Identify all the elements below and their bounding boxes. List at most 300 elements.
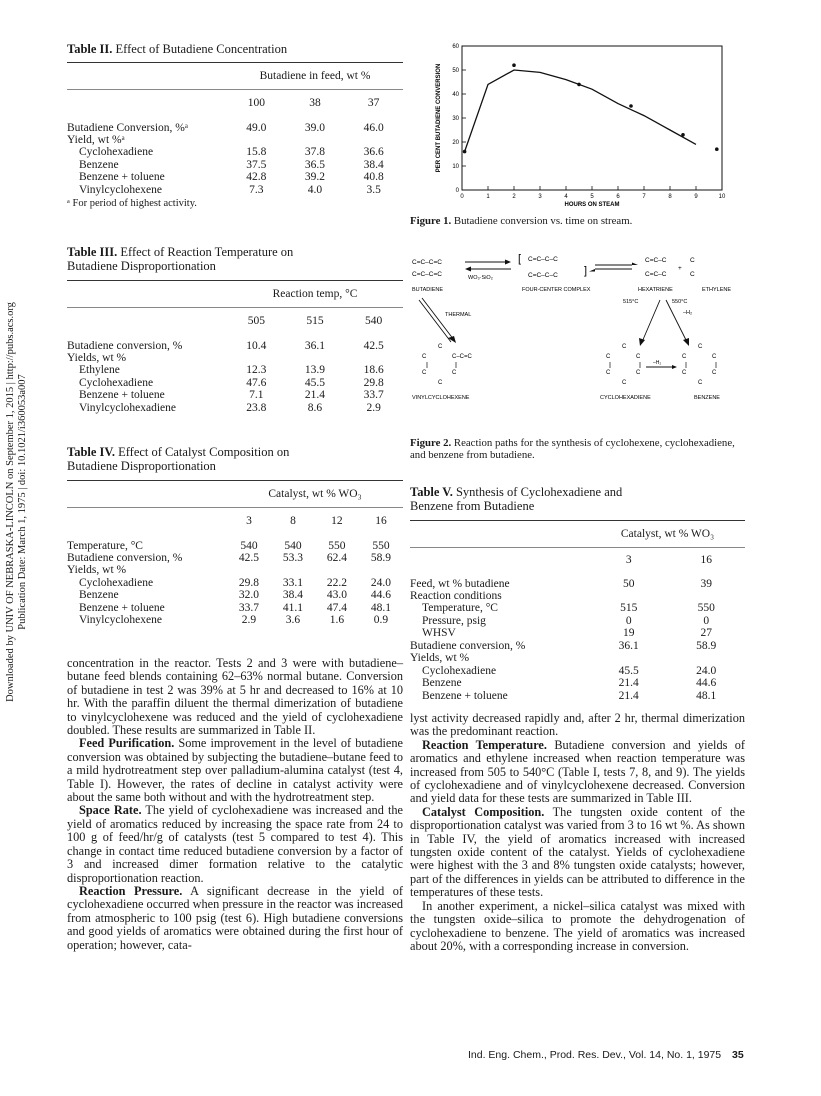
butadiene-formula: C=C–C=C xyxy=(412,259,442,266)
bracket-right-icon: ] xyxy=(584,265,588,277)
butadiene-formula: C=C–C=C xyxy=(412,271,442,278)
table-row xyxy=(67,614,403,627)
cell-value: 19 xyxy=(622,627,635,640)
cell-value: 48.1 xyxy=(696,689,717,702)
x-tick-label: 10 xyxy=(718,194,726,200)
cell-value xyxy=(271,564,315,577)
row-label: Reaction conditions xyxy=(410,589,502,602)
x-tick-label: 9 xyxy=(694,194,698,200)
table-row xyxy=(67,334,403,352)
table-row xyxy=(410,627,745,640)
label-515: 515°C xyxy=(623,299,639,305)
svg-text:C: C xyxy=(712,354,717,360)
chart-data-point xyxy=(512,63,516,67)
svg-text:C: C xyxy=(636,370,641,376)
row-label: Pressure, psig xyxy=(422,614,486,627)
table-2-col: 37 xyxy=(367,96,380,109)
table-2-col: 100 xyxy=(247,96,265,109)
benzene-ring xyxy=(682,344,717,386)
x-tick-label: 1 xyxy=(486,194,490,200)
table-row xyxy=(67,402,403,415)
table-row xyxy=(67,171,403,184)
table-row xyxy=(410,690,745,703)
cell-value: 37.5 xyxy=(246,158,267,171)
table-2-column-header-row xyxy=(67,90,403,116)
svg-text:C: C xyxy=(422,370,427,376)
chart-ticks xyxy=(452,44,726,200)
figure-1-caption xyxy=(410,215,745,227)
table-2 xyxy=(67,42,403,209)
cyclohexadiene-ring xyxy=(606,344,641,386)
row-label: WHSV xyxy=(422,627,456,640)
row-label: Butadiene conversion, % xyxy=(410,639,526,652)
cell-value: 48.1 xyxy=(370,601,392,614)
table-4-col: 16 xyxy=(375,514,387,527)
cell-value: 49.0 xyxy=(246,121,267,134)
cell-value: 36.1 xyxy=(618,639,639,652)
table-5-caption xyxy=(410,485,745,513)
section-heading: Feed Purification. xyxy=(79,736,175,751)
label-h2: –H₂ xyxy=(683,310,693,316)
cell-value: 58.9 xyxy=(370,551,392,564)
sidebar-text xyxy=(5,253,29,751)
x-tick-label: 2 xyxy=(512,194,516,200)
cell-value: 29.8 xyxy=(363,376,384,389)
cell-value xyxy=(667,652,745,665)
sidebar-line-1: Downloaded by UNIV OF NEBRASKA-LINCOLN on September 1, 2015 | http://pubs.acs.org xyxy=(5,302,16,702)
label-550: 550°C xyxy=(672,299,688,305)
table-3-caption xyxy=(67,245,403,273)
table-row xyxy=(410,652,745,665)
body-left-paragraph xyxy=(67,804,403,884)
cell-value: 550 xyxy=(372,539,390,552)
cell-value: 42.5 xyxy=(238,551,260,564)
table-5-grid xyxy=(410,520,745,702)
complex-formula: C=C–C–C xyxy=(528,272,558,279)
cell-value: 44.6 xyxy=(696,677,717,690)
cell-value: 42.8 xyxy=(246,171,267,184)
cell-value: 540 xyxy=(284,539,302,552)
cell-value xyxy=(359,564,403,577)
table-row xyxy=(67,184,403,197)
cell-value: 44.6 xyxy=(370,589,392,602)
table-row xyxy=(67,589,403,602)
cell-value xyxy=(286,134,345,147)
section-heading: Space Rate. xyxy=(79,803,142,818)
table-row xyxy=(410,615,745,628)
cell-value: 8.6 xyxy=(307,401,323,414)
y-tick-label: 0 xyxy=(455,188,459,194)
chart-x-axis-label: HOURS ON STEAM xyxy=(564,202,620,208)
body-left-paragraph xyxy=(67,737,403,804)
cell-value: 7.3 xyxy=(249,183,264,196)
svg-text:C: C xyxy=(682,354,687,360)
cell-value: 1.6 xyxy=(329,614,345,627)
table-2-group-header: Butadiene in feed, wt % xyxy=(259,70,371,82)
table-3-group-header: Reaction temp, °C xyxy=(272,288,358,300)
row-label: Cyclohexadiene xyxy=(79,146,154,159)
cell-value xyxy=(344,134,403,147)
paragraph-text: Some improvement in the level of butadiene conversion was obtained by subjecting the butadiene–butane feed to a mild hydrotreatment step over palladium-alumina catalyst (test 4, Table I). However, the rates of decline in catalyst activity were about the same both without and with the hydrotreatment step. xyxy=(67,736,403,805)
figure-2-scheme xyxy=(410,250,745,435)
table-5 xyxy=(410,485,745,702)
x-tick-label: 8 xyxy=(668,194,672,200)
table-row xyxy=(67,577,403,590)
table-2-col: 38 xyxy=(309,96,321,109)
cell-value: 47.4 xyxy=(326,601,347,614)
table-4-column-header-row xyxy=(67,508,403,534)
table-5-column-header-row xyxy=(410,548,745,572)
table-4-title: Effect of Catalyst Composition on xyxy=(118,445,290,459)
table-2-group-header-row xyxy=(67,63,403,90)
row-label: Benzene + toluene xyxy=(79,389,165,402)
chart-axes xyxy=(462,46,722,190)
table-3-grid xyxy=(67,280,403,414)
cell-value xyxy=(286,352,345,365)
row-label: Benzene + toluene xyxy=(79,601,165,614)
table-row xyxy=(67,116,403,134)
paragraph-text: The yield of cyclohexadiene was increased and the yield of aromatics reduced by increasing the space rate from 24 to 100 g of feed/hr/g of catalysts (test 5 compared to test 4). This change in contact time reduced butadiene conversion by a factor of 3 and increased dimer formation relative to the catalytic disproportionation reaction. xyxy=(67,803,403,885)
table-row xyxy=(410,677,745,690)
cell-value: 39.0 xyxy=(304,121,326,134)
table-row xyxy=(410,572,745,590)
chart-data-point xyxy=(463,150,467,154)
cell-value: 40.8 xyxy=(363,171,384,184)
row-label: Temperature, °C xyxy=(67,539,143,552)
chart-data-point xyxy=(715,147,719,151)
row-label: Yield, wt %ᵃ xyxy=(67,133,125,146)
body-right-paragraph: lyst activity decreased rapidly and, after 2 hr, thermal dimerization was the predominant reaction. xyxy=(410,711,745,739)
svg-text:C: C xyxy=(622,344,627,350)
label-h2-small: –H₂ xyxy=(653,360,662,366)
complex-formula: C=C–C–C xyxy=(528,256,558,263)
body-right-paragraph xyxy=(410,806,745,900)
svg-text:C: C xyxy=(682,370,687,376)
y-tick-label: 50 xyxy=(452,68,459,74)
label-vinylcyclohexene: VINYLCYCLOHEXENE xyxy=(412,395,470,401)
table-4-col: 3 xyxy=(246,514,252,527)
hexatriene-formula: C=C–C xyxy=(645,257,667,264)
figure-2-caption xyxy=(410,437,745,461)
table-row xyxy=(67,564,403,577)
journal-citation: Ind. Eng. Chem., Prod. Res. Dev., Vol. 14, No. 1, 1975 xyxy=(468,1049,722,1061)
table-row xyxy=(410,602,745,615)
row-label: Cyclohexadiene xyxy=(79,576,154,589)
vinylcyclohexene-ring xyxy=(422,344,473,386)
bracket-left-icon: [ xyxy=(518,253,522,265)
svg-text:C: C xyxy=(438,344,443,350)
svg-text:C: C xyxy=(698,380,703,386)
cell-value: 18.6 xyxy=(363,364,384,377)
chart-data-point xyxy=(681,133,685,137)
row-label: Yields, wt % xyxy=(410,652,470,665)
chart-y-axis-label: PER CENT BUTADIENE CONVERSION xyxy=(436,63,442,173)
label-complex: FOUR-CENTER COMPLEX xyxy=(522,287,591,293)
table-row xyxy=(67,364,403,377)
row-label: Cyclohexadiene xyxy=(79,376,154,389)
row-label: Cyclohexadiene xyxy=(422,664,497,677)
cell-value: 32.0 xyxy=(238,589,260,602)
cell-value: 33.1 xyxy=(282,576,304,589)
cell-value: 15.8 xyxy=(246,146,267,159)
y-tick-label: 20 xyxy=(452,140,459,146)
y-tick-label: 40 xyxy=(452,92,459,98)
figure-2-caption-text: Reaction paths for the synthesis of cyclohexene, cyclohexadiene, and benzene from butadiene. xyxy=(410,437,735,462)
cell-value: 38.4 xyxy=(363,158,384,171)
svg-text:C: C xyxy=(438,380,443,386)
table-row xyxy=(67,352,403,365)
svg-text:C: C xyxy=(622,380,627,386)
row-label: Ethylene xyxy=(79,364,120,377)
table-4-col: 12 xyxy=(331,514,343,527)
cell-value: 0.9 xyxy=(373,614,389,627)
body-left-paragraph xyxy=(67,885,403,952)
cell-value: 22.2 xyxy=(326,576,347,589)
cell-value: 0 xyxy=(703,614,710,627)
row-label: Vinylcyclohexene xyxy=(79,183,162,196)
cell-value xyxy=(227,352,286,365)
cell-value: 45.5 xyxy=(618,664,639,677)
row-label: Feed, wt % butadiene xyxy=(410,577,510,590)
table-4-group-header: Catalyst, wt % WO₃ xyxy=(268,488,362,500)
row-label: Butadiene conversion, % xyxy=(67,551,183,564)
table-3-column-header-row xyxy=(67,308,403,334)
table-row xyxy=(67,602,403,615)
cell-value: 2.9 xyxy=(366,401,381,414)
body-left xyxy=(67,657,403,952)
x-tick-label: 4 xyxy=(564,194,568,200)
cell-value xyxy=(590,652,667,665)
table-row xyxy=(67,159,403,172)
page-footer xyxy=(468,1049,744,1061)
table-row xyxy=(410,590,745,603)
chart-frame xyxy=(462,46,722,190)
table-5-group-header: Catalyst, wt % WO₃ xyxy=(620,528,715,540)
cell-value xyxy=(344,352,403,365)
table-4 xyxy=(67,445,403,627)
row-label: Benzene + toluene xyxy=(79,171,165,184)
svg-text:C–C=C: C–C=C xyxy=(452,354,472,360)
cell-value: 45.5 xyxy=(304,376,326,389)
row-label: Benzene xyxy=(422,677,462,690)
row-label: Vinylcyclohexadiene xyxy=(79,401,177,414)
figure-1-caption-text: Butadiene conversion vs. time on stream. xyxy=(453,215,633,227)
chart-series-line xyxy=(465,70,696,152)
label-ethylene: ETHYLENE xyxy=(702,287,732,293)
cell-value xyxy=(315,564,359,577)
svg-text:C: C xyxy=(712,370,717,376)
table-3-col: 515 xyxy=(306,314,324,327)
cell-value: 12.3 xyxy=(246,364,267,377)
cell-value: 24.0 xyxy=(696,664,717,677)
table-3-title: Effect of Reaction Temperature on xyxy=(120,245,294,259)
table-row xyxy=(410,665,745,678)
y-tick-label: 10 xyxy=(452,164,459,170)
x-tick-label: 3 xyxy=(538,194,542,200)
table-3 xyxy=(67,245,403,414)
cell-value: 39.2 xyxy=(304,171,326,184)
table-3-col: 505 xyxy=(247,314,265,327)
cell-value: 58.9 xyxy=(696,639,717,652)
cell-value: 36.5 xyxy=(304,158,326,171)
cell-value: 36.1 xyxy=(304,339,326,352)
cell-value: 33.7 xyxy=(363,389,384,402)
cell-value: 3.5 xyxy=(366,183,381,196)
row-label: Vinylcyclohexene xyxy=(79,614,162,627)
x-tick-label: 0 xyxy=(460,194,464,200)
table-5-col: 16 xyxy=(700,553,712,566)
svg-text:C: C xyxy=(606,370,611,376)
svg-text:C: C xyxy=(452,370,457,376)
row-label: Benzene xyxy=(79,589,119,602)
svg-text:C: C xyxy=(606,354,611,360)
catalyst-label: WO₃·SiO₂ xyxy=(468,275,493,281)
table-row xyxy=(67,134,403,147)
row-label: Benzene xyxy=(79,158,119,171)
row-label: Benzene + toluene xyxy=(422,689,508,702)
cell-value: 7.1 xyxy=(249,389,264,402)
table-2-label: Table II. xyxy=(67,42,113,56)
table-3-group-header-row xyxy=(67,281,403,308)
paragraph-text: A significant decrease in the yield of cyclohexadiene occurred when pressure in the reactor was increased from atmospheric to 100 psig (test 6). High butadiene conversions and good yields of aromatics were obtained during the first hour of operation; however, cata- xyxy=(67,883,403,952)
figure-1-chart xyxy=(410,38,745,228)
table-row xyxy=(410,640,745,653)
table-row xyxy=(67,552,403,565)
cell-value: 21.4 xyxy=(618,689,639,702)
section-heading: Catalyst Composition. xyxy=(422,804,545,819)
cell-value: 550 xyxy=(328,539,346,552)
table-2-caption xyxy=(67,42,403,56)
cell-value: 43.0 xyxy=(326,589,347,602)
body-left-paragraph: concentration in the reactor. Tests 2 and 3 were with butadiene–butane feed blends containing 62–63% normal butane. Conversion of butadiene in test 2 was 39% at 5 hr and decreased to 16% at 10 hr. With the paraffin diluent the thermal dimerization of butadiene to vinylcyclohexene was reduced and the yield of cyclohexadiene doubled. These results are summarized in Table II. xyxy=(67,656,403,738)
page-number: 35 xyxy=(732,1049,744,1061)
cell-value: 42.5 xyxy=(363,339,384,352)
cell-value: 36.6 xyxy=(363,146,384,159)
cell-value: 23.8 xyxy=(246,401,267,414)
cell-value xyxy=(227,134,286,147)
svg-text:C: C xyxy=(698,344,703,350)
row-label: Yields, wt % xyxy=(67,564,127,577)
cell-value: 3.6 xyxy=(285,614,301,627)
figure-2-label: Figure 2. xyxy=(410,437,452,449)
label-thermal: THERMAL xyxy=(445,312,472,318)
svg-text:C: C xyxy=(422,354,427,360)
table-4-title-2: Butadiene Disproportionation xyxy=(67,459,216,473)
cell-value: 24.0 xyxy=(370,576,392,589)
table-5-label: Table V. xyxy=(410,485,453,499)
table-3-title-2: Butadiene Disproportionation xyxy=(67,259,216,273)
table-2-grid xyxy=(67,62,403,196)
cell-value: 4.0 xyxy=(307,183,323,196)
cell-value: 33.7 xyxy=(238,601,260,614)
cell-value: 62.4 xyxy=(326,551,347,564)
table-5-col: 3 xyxy=(625,553,632,566)
hexatriene-formula: C=C–C xyxy=(645,271,667,278)
cell-value: 550 xyxy=(697,602,715,615)
cell-value: 50 xyxy=(622,577,635,590)
cell-value: 53.3 xyxy=(282,551,304,564)
cell-value: 47.6 xyxy=(246,376,267,389)
table-row xyxy=(67,146,403,159)
table-row xyxy=(67,377,403,390)
cell-value: 46.0 xyxy=(363,121,384,134)
table-4-col: 8 xyxy=(290,514,296,527)
cell-value xyxy=(227,564,271,577)
body-right-paragraph: In another experiment, a nickel–silica catalyst was mixed with the tungsten oxide–silica to promote the dehydrogenation of cyclohexadiene to benzene. The yield of aromatics was increased about 20%, with a corresponding increase in conversion. xyxy=(410,898,745,953)
body-right-paragraph xyxy=(410,739,745,806)
label-butadiene: BUTADIENE xyxy=(412,287,444,293)
cell-value: 540 xyxy=(240,539,258,552)
cell-value: 21.4 xyxy=(304,389,326,402)
cell-value: 21.4 xyxy=(618,677,639,690)
x-tick-label: 7 xyxy=(642,194,646,200)
label-benzene: BENZENE xyxy=(694,395,720,401)
svg-text:C: C xyxy=(636,354,641,360)
ethylene-formula: C xyxy=(690,257,695,264)
table-5-title: Synthesis of Cyclohexadiene and xyxy=(455,485,623,499)
cell-value: 37.8 xyxy=(304,146,326,159)
table-4-label: Table IV. xyxy=(67,445,115,459)
table-row xyxy=(67,389,403,402)
cell-value xyxy=(667,590,745,603)
row-label: Yields, wt % xyxy=(67,351,127,364)
plus-sign: + xyxy=(678,265,682,272)
table-2-title: Effect of Butadiene Concentration xyxy=(115,42,288,56)
section-heading: Reaction Pressure. xyxy=(79,883,183,898)
cell-value: 515 xyxy=(620,602,638,615)
cell-value: 0 xyxy=(625,614,632,627)
table-4-caption xyxy=(67,445,403,473)
cell-value: 10.4 xyxy=(246,339,267,352)
table-2-footnote: ᵃ For period of highest activity. xyxy=(67,198,197,209)
label-cyclohexadiene: CYCLOHEXADIENE xyxy=(600,395,651,401)
table-5-title-2: Benzene from Butadiene xyxy=(410,499,535,513)
section-heading: Reaction Temperature. xyxy=(422,737,547,752)
paragraph-text: Butadiene conversion and yields of aromatics and ethylene increased when reaction temperature was increased from 505 to 540°C (Table I, tests 7, 8, and 9). The yields of cyclohexadiene and of vinylcyclohexene decreased. Conversion and yield data for these tests are summarized in Table III. xyxy=(410,737,745,806)
cell-value: 27 xyxy=(700,627,712,640)
row-label: Butadiene Conversion, %ᵃ xyxy=(67,121,188,134)
cell-value: 38.4 xyxy=(282,589,304,602)
cell-value: 2.9 xyxy=(241,614,257,627)
table-row xyxy=(67,534,403,552)
row-label: Temperature, °C xyxy=(422,602,498,615)
x-tick-label: 5 xyxy=(590,194,594,200)
table-3-col: 540 xyxy=(365,314,383,327)
download-sidebar xyxy=(6,240,28,760)
chart-data-point xyxy=(629,104,633,108)
chart-data-point xyxy=(577,83,581,87)
row-label: Butadiene conversion, % xyxy=(67,339,183,352)
figure-1-label: Figure 1. xyxy=(410,215,452,227)
ethylene-formula: C xyxy=(690,271,695,278)
table-4-grid xyxy=(67,480,403,627)
x-tick-label: 6 xyxy=(616,194,620,200)
sidebar-line-2: Publication Date: March 1, 1975 | doi: 10.1021/i360053a007 xyxy=(17,374,28,630)
cell-value: 41.1 xyxy=(282,601,304,614)
y-tick-label: 60 xyxy=(452,44,459,50)
table-4-group-header-row xyxy=(67,481,403,508)
body-right xyxy=(410,712,745,953)
y-tick-label: 30 xyxy=(452,116,459,122)
cell-value: 39 xyxy=(700,577,712,590)
cell-value xyxy=(590,590,667,603)
cell-value: 13.9 xyxy=(304,364,326,377)
table-5-group-header-row xyxy=(410,521,745,548)
cell-value: 29.8 xyxy=(238,576,260,589)
paragraph-text: The tungsten oxide content of the disproportionation catalyst was varied from 3 to 16 wt %. As shown in Table IV, the yield of aromatics increased with increased tungsten oxide content of the catalyst. Yields of cyclohexadiene were highest with the 3 and 8% tungsten oxide catalysts; however, part of the differences in yields can be attributed to difference in the temperatures of these tests. xyxy=(410,804,745,900)
table-3-label: Table III. xyxy=(67,245,118,259)
label-hexatriene: HEXATRIENE xyxy=(638,287,673,293)
